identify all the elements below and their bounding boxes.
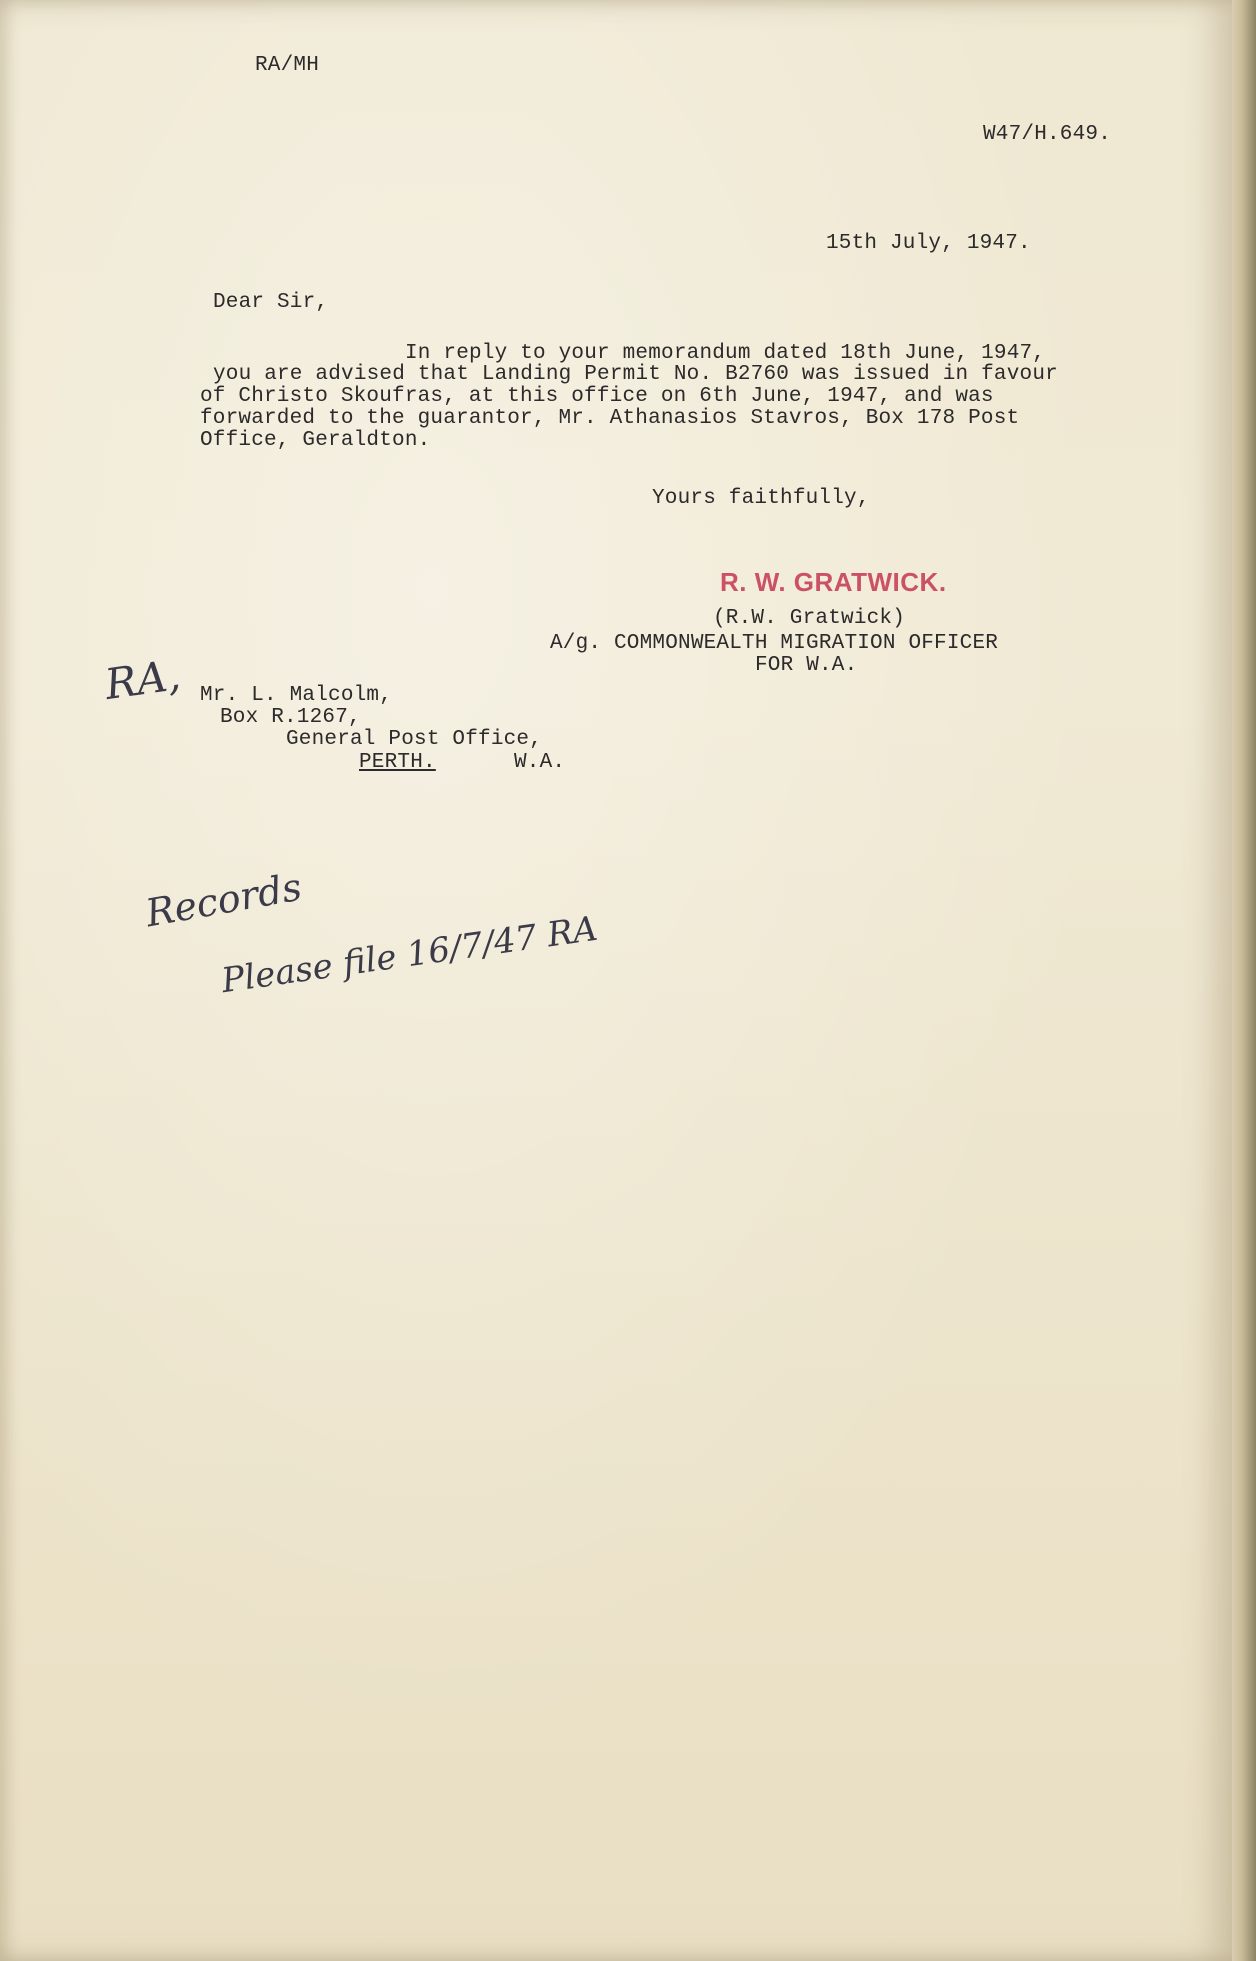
salutation: Dear Sir, — [213, 291, 329, 314]
body-line: of Christo Skoufras, at this office on 6th June, 1947, and was — [200, 385, 994, 408]
addressee-name: Mr. L. Malcolm, — [200, 684, 393, 707]
addressee-state: W.A. — [514, 751, 566, 774]
signature-stamp: R. W. GRATWICK. — [720, 567, 947, 597]
body-line: you are advised that Landing Permit No. B2760 was issued in favour — [213, 363, 1058, 386]
closing: Yours faithfully, — [652, 487, 870, 510]
typed-signatory-name: (R.W. Gratwick) — [713, 607, 906, 630]
signatory-title: A/g. COMMONWEALTH MIGRATION OFFICER — [550, 632, 999, 655]
page-edge — [1232, 0, 1256, 1961]
initials-reference: RA/MH — [255, 54, 320, 77]
body-line: In reply to your memorandum dated 18th June, 1947, — [405, 342, 1046, 365]
file-reference: W47/H.649. — [983, 123, 1112, 146]
signatory-title-region: FOR W.A. — [755, 654, 858, 677]
addressee-office: General Post Office, — [286, 728, 543, 751]
handwritten-note-line1: Records — [142, 864, 305, 936]
handwritten-note-line2: Please file 16/7/47 RA — [219, 908, 600, 1002]
body-line: Office, Geraldton. — [200, 429, 431, 452]
addressee-box: Box R.1267, — [220, 706, 361, 729]
body-line: forwarded to the guarantor, Mr. Athanasios Stavros, Box 178 Post — [200, 407, 1020, 430]
letter-date: 15th July, 1947. — [826, 232, 1031, 255]
addressee-city: PERTH. — [359, 751, 436, 774]
margin-initials: RA, — [101, 649, 184, 710]
